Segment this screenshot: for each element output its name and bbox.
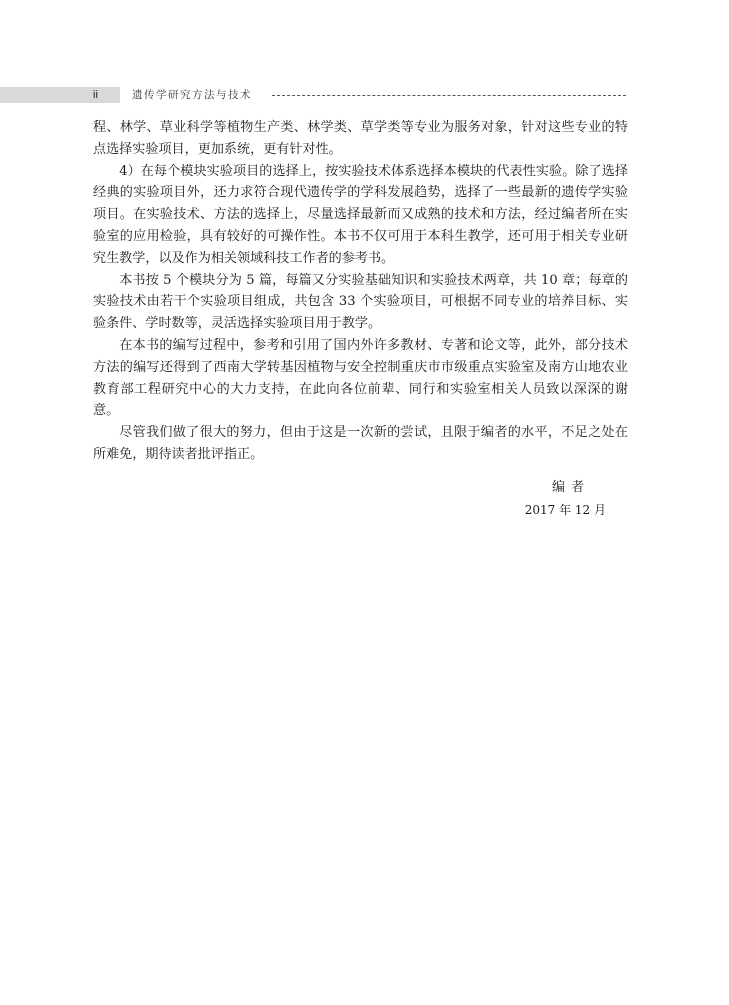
page-number: ii [93, 89, 98, 101]
running-title: 遗传学研究方法与技术 [132, 89, 252, 101]
signature-author: 编者 [551, 480, 590, 495]
header-rule [272, 95, 626, 96]
paragraph-1: 程、林学、草业科学等植物生产类、林学类、草学类等专业为服务对象，针对这些专业的特点选择实验项目，更加系统，更有针对性。 [93, 120, 628, 157]
header-bar [0, 87, 120, 103]
paragraph-3: 本书按 5 个模块分为 5 篇，每篇又分实验基础知识和实验技术两章，共 10 章；每章的实验技术由若干个实验项目组成，共包含 33 个实验项目，可根据不同专业的培养目标、实验条件、学时数等，灵活选择实验项目用于教学。 [93, 272, 628, 332]
body-text [93, 117, 628, 466]
paragraph-2: 4）在每个模块实验项目的选择上，按实验技术体系选择本模块的代表性实验。除了选择经典的实验项目外，还力求符合现代遗传学的学科发展趋势，选择了一些最新的遗传学实验项目。在实验技术、方法的选择上，尽量选择最新而又成熟的技术和方法，经过编者所在实验室的应用检验，具有较好的可操作性。本书不仅可用于本科生教学，还可用于相关专业研究生教学，以及作为相关领域科技工作者的参考书。 [93, 163, 628, 266]
paragraph-5: 尽管我们做了很大的努力，但由于这是一次新的尝试，且限于编者的水平，不足之处在所难免，期待读者批评指正。 [93, 425, 628, 462]
signature-date: 2017 年 12 月 [524, 503, 606, 517]
paragraph-4: 在本书的编写过程中，参考和引用了国内外许多教材、专著和论文等，此外，部分技术方法的编写还得到了西南大学转基因植物与安全控制重庆市市级重点实验室及南方山地农业教育部工程研究中心的大力支持，在此向各位前辈、同行和实验室相关人员致以深深的谢意。 [93, 337, 628, 419]
